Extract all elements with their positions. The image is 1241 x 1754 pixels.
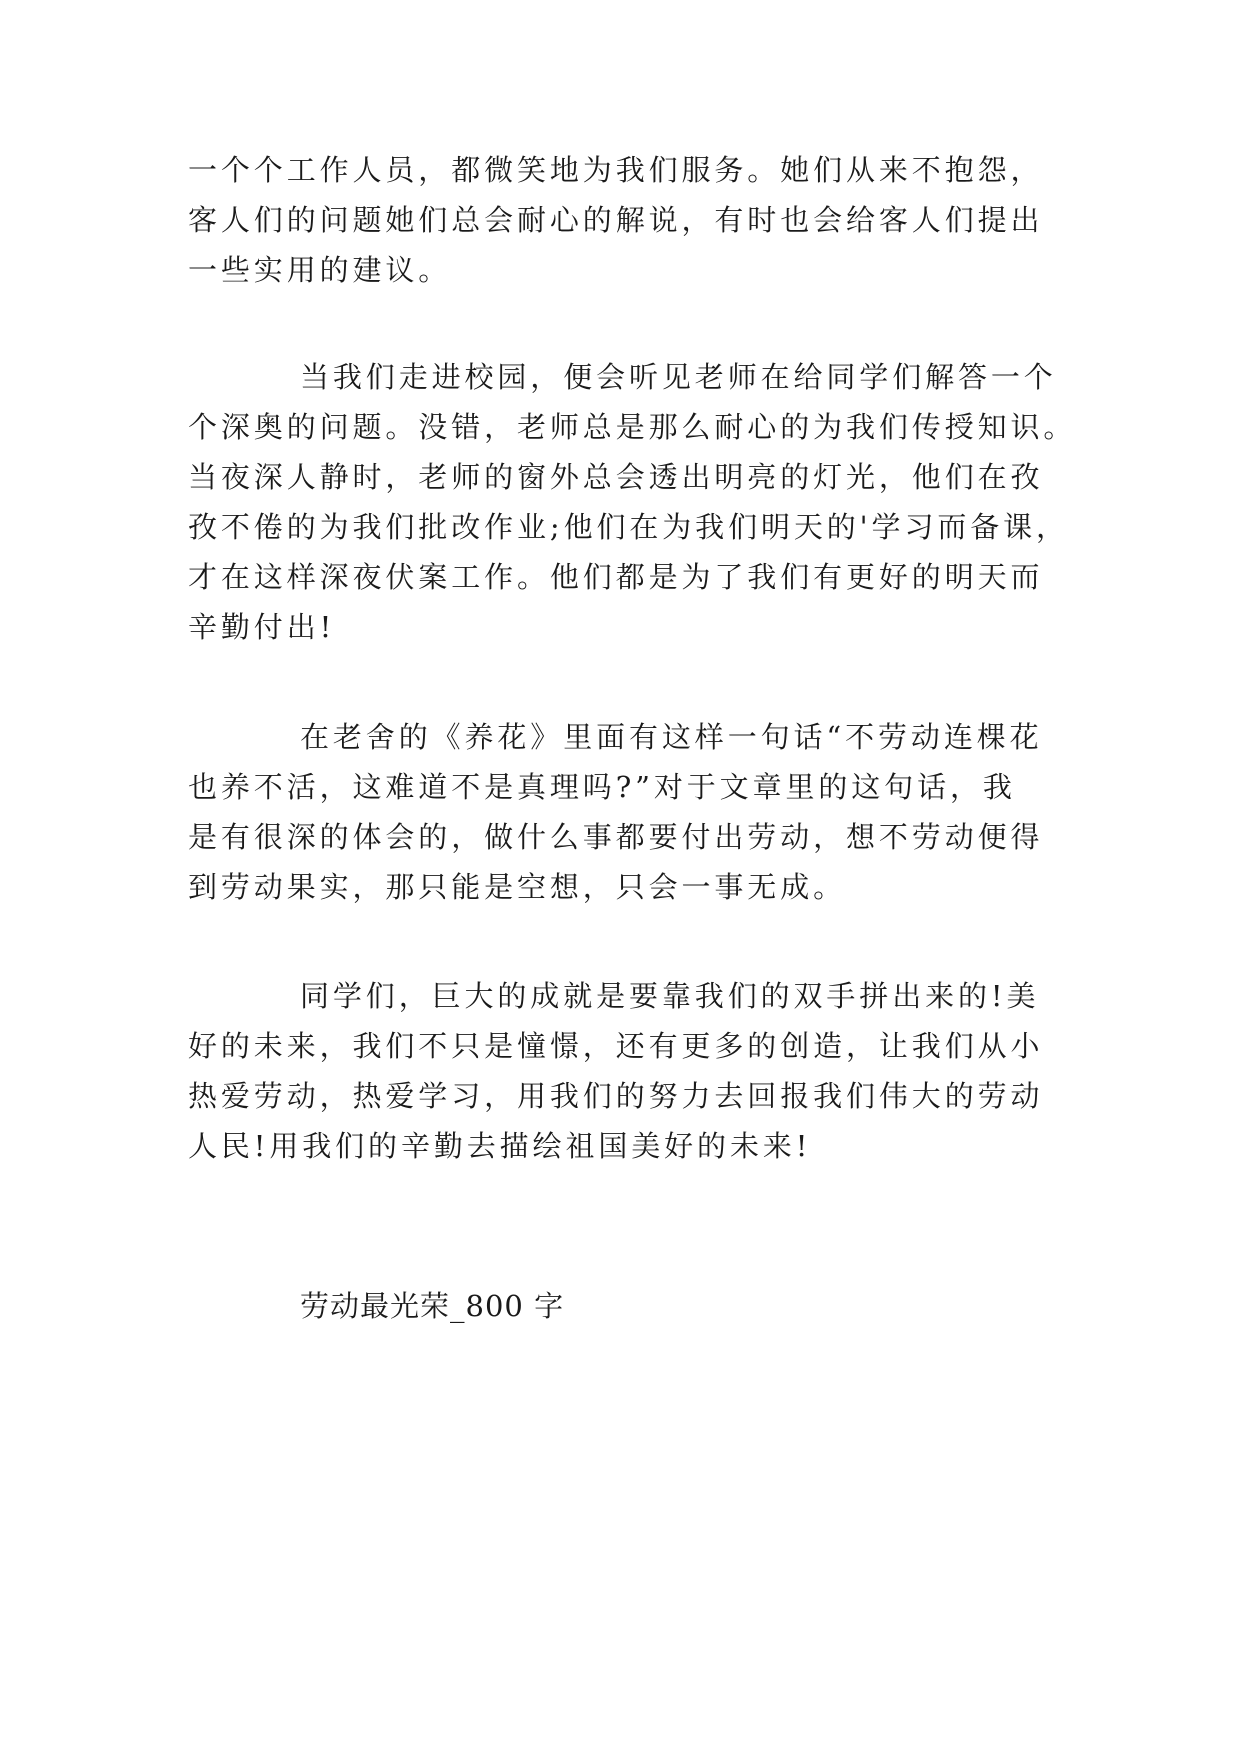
paragraph-line: 热爱劳动，热爱学习，用我们的努力去回报我们伟大的劳动 (188, 1079, 1044, 1113)
paragraph-line: 也养不活，这难道不是真理吗?”对于文章里的这句话，我 (188, 770, 1016, 804)
paragraph-line: 当我们走进校园，便会听见老师在给同学们解答一个 (300, 360, 1057, 394)
article-title: 劳动最光荣_800 字 (300, 1289, 565, 1323)
paragraph-line: 人民!用我们的辛勤去描绘祖国美好的未来! (188, 1129, 812, 1163)
paragraph-line: 才在这样深夜伏案工作。他们都是为了我们有更好的明天而 (188, 560, 1044, 594)
paragraph-line: 一个个工作人员，都微笑地为我们服务。她们从来不抱怨， (188, 153, 1044, 187)
paragraph-line: 在老舍的《养花》里面有这样一句话“不劳动连棵花 (300, 720, 1043, 754)
paragraph-line: 当夜深人静时，老师的窗外总会透出明亮的灯光，他们在孜 (188, 460, 1044, 494)
paragraph-line: 同学们，巨大的成就是要靠我们的双手拼出来的!美 (300, 979, 1040, 1013)
paragraph-line: 孜不倦的为我们批改作业;他们在为我们明天的'学习而备课， (188, 510, 1069, 544)
paragraph-line: 到劳动果实，那只能是空想，只会一事无成。 (188, 870, 847, 904)
paragraph-line: 一些实用的建议。 (188, 253, 452, 287)
paragraph-line: 好的未来，我们不只是憧憬，还有更多的创造，让我们从小 (188, 1029, 1044, 1063)
paragraph-line: 客人们的问题她们总会耐心的解说，有时也会给客人们提出 (188, 203, 1044, 237)
paragraph-line: 是有很深的体会的，做什么事都要付出劳动，想不劳动便得 (188, 820, 1044, 854)
paragraph-line: 个深奥的问题。没错，老师总是那么耐心的为我们传授知识。 (188, 410, 1077, 444)
paragraph-line: 辛勤付出! (188, 610, 336, 644)
